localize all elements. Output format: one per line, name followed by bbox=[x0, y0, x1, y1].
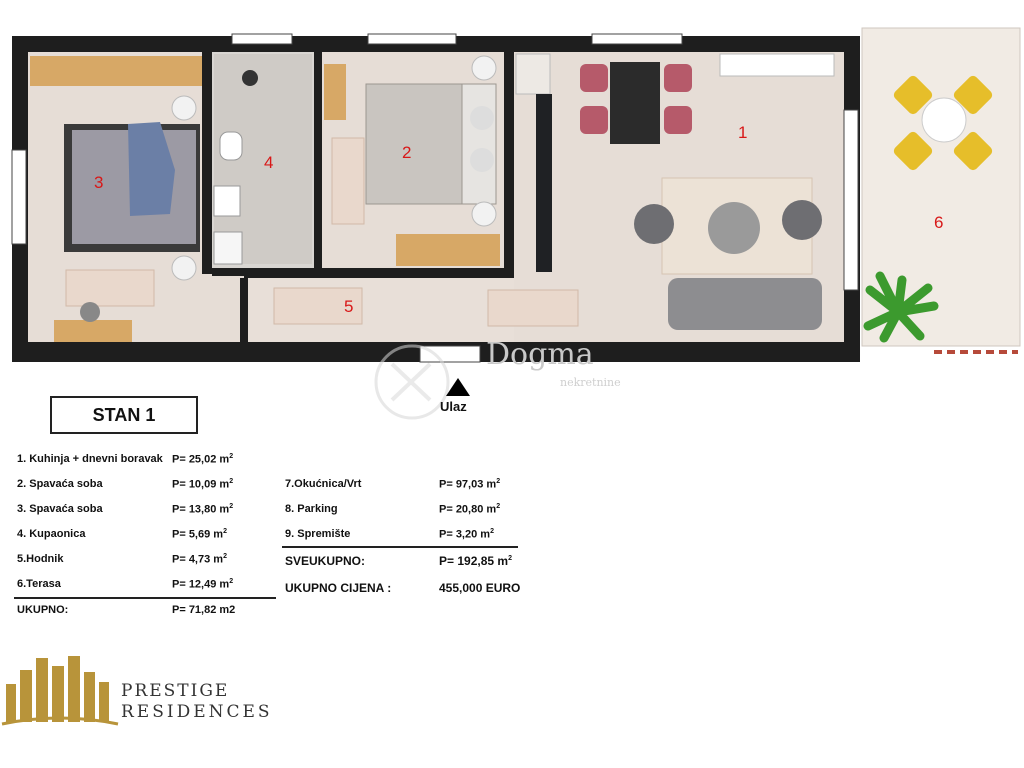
dining-chair bbox=[664, 64, 692, 92]
area-name: 2. Spavaća soba bbox=[17, 478, 103, 490]
total-value: P= 71,82 m2 bbox=[172, 604, 236, 616]
nightstand-lamp bbox=[172, 96, 196, 120]
area-name: 4. Kupaonica bbox=[17, 528, 86, 540]
nightstand-lamp bbox=[172, 256, 196, 280]
dining-chair bbox=[580, 64, 608, 92]
total-divider bbox=[14, 597, 276, 599]
area-name: 5.Hodnik bbox=[17, 553, 64, 565]
coffee-table bbox=[708, 202, 760, 254]
nightstand-lamp bbox=[472, 56, 496, 80]
price-label: UKUPNO CIJENA : bbox=[285, 581, 392, 595]
total-label: UKUPNO: bbox=[17, 604, 69, 616]
area-value: P= 97,03 $m^2$ bbox=[439, 478, 501, 491]
interior-wall bbox=[504, 52, 514, 274]
area-value: P= 25,02 $m^2$ bbox=[172, 453, 234, 466]
entrance-door-opening bbox=[420, 346, 480, 362]
dining-table bbox=[610, 62, 660, 144]
area-name: 3. Spavaća soba bbox=[17, 503, 103, 515]
pillow bbox=[470, 106, 494, 130]
dining-chair bbox=[664, 106, 692, 134]
armchair bbox=[634, 204, 674, 244]
area-name: 8. Parking bbox=[285, 503, 338, 515]
brand-name-line1: PRESTIGE bbox=[121, 681, 230, 701]
room-number-4: 4 bbox=[264, 153, 274, 172]
window bbox=[844, 110, 858, 290]
window bbox=[368, 34, 456, 44]
grand-total-value: P= 192,85 $m^2$ bbox=[439, 554, 512, 568]
window bbox=[592, 34, 682, 44]
bed-mattress bbox=[366, 84, 462, 204]
price-value: 455,000 EURO bbox=[439, 581, 521, 595]
kitchen-sideboard bbox=[720, 54, 834, 76]
cabinet bbox=[214, 232, 242, 264]
window bbox=[12, 150, 26, 244]
rug bbox=[66, 270, 154, 306]
brand-name-line2: RESIDENCES bbox=[121, 702, 273, 722]
kitchen-column bbox=[536, 94, 552, 272]
grand-total-divider bbox=[282, 546, 518, 548]
entrance-label: Ulaz bbox=[440, 399, 467, 414]
area-name: 1. Kuhinja + dnevni boravak bbox=[17, 453, 163, 465]
toilet bbox=[220, 132, 242, 160]
kitchen-counter bbox=[516, 54, 550, 94]
room-number-1: 1 bbox=[738, 123, 748, 142]
area-value: P= 20,80 $m^2$ bbox=[439, 503, 501, 516]
entrance-arrow-icon bbox=[446, 378, 470, 396]
desk-chair bbox=[80, 302, 100, 322]
area-value: P= 5,69 $m^2$ bbox=[172, 528, 227, 541]
area-value: P= 13,80 $m^2$ bbox=[172, 503, 234, 516]
dining-chair bbox=[580, 106, 608, 134]
sofa bbox=[668, 278, 822, 330]
armchair bbox=[782, 200, 822, 240]
rug bbox=[332, 138, 364, 224]
room-number-5: 5 bbox=[344, 297, 354, 316]
interior-wall bbox=[314, 52, 322, 274]
room-number-3: 3 bbox=[94, 173, 104, 192]
grand-total-label: SVEUKUPNO: bbox=[285, 554, 366, 568]
interior-wall bbox=[212, 268, 504, 276]
unit-title-box bbox=[50, 396, 198, 434]
skyline-icon bbox=[6, 656, 109, 722]
area-name: 6.Terasa bbox=[17, 578, 61, 590]
shower-drain bbox=[242, 70, 258, 86]
desk bbox=[54, 320, 132, 342]
nightstand-lamp bbox=[472, 202, 496, 226]
dresser bbox=[396, 234, 500, 266]
window bbox=[232, 34, 292, 44]
area-name: 9. Spremište bbox=[285, 528, 351, 540]
terrace-table bbox=[922, 98, 966, 142]
interior-wall bbox=[202, 52, 212, 274]
area-value: P= 4,73 $m^2$ bbox=[172, 553, 227, 566]
room-number-6: 6 bbox=[934, 213, 944, 232]
area-value: P= 3,20 $m^2$ bbox=[439, 528, 494, 541]
area-value: P= 10,09 $m^2$ bbox=[172, 478, 234, 491]
area-value: P= 12,49 $m^2$ bbox=[172, 578, 234, 591]
hallway-rug bbox=[488, 290, 578, 326]
watermark-text: Dogma bbox=[486, 337, 594, 372]
area-name: 7.Okućnica/Vrt bbox=[285, 478, 362, 490]
sink bbox=[214, 186, 240, 216]
wardrobe bbox=[30, 56, 202, 86]
pillow bbox=[470, 148, 494, 172]
shelf bbox=[324, 64, 346, 120]
unit-title: STAN 1 bbox=[92, 404, 156, 425]
room-number-2: 2 bbox=[402, 143, 412, 162]
interior-wall bbox=[240, 278, 248, 342]
watermark-subtext: nekretnine bbox=[560, 376, 621, 389]
bed-headboard bbox=[462, 84, 496, 204]
